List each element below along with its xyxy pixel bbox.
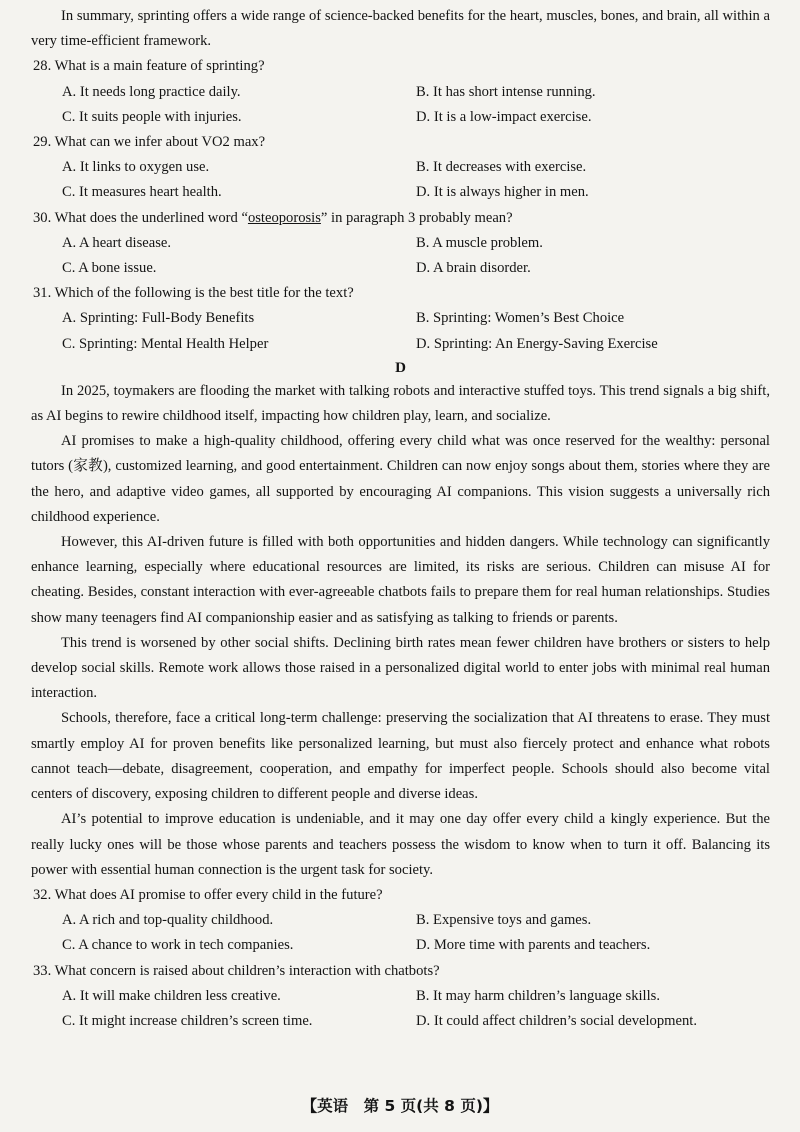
option-a: A. Sprinting: Full-Body Benefits (62, 310, 255, 327)
option-d: D. It is a low-impact exercise. (416, 108, 592, 125)
passage-paragraph: In 2025, toymakers are flooding the market with talking robots and interactive stuffed toys. This trend signals a big shift, as AI begins to rewire childhood itself, impacting how children play, learn, and socialize. (31, 382, 770, 425)
question-32 (31, 883, 770, 959)
page-footer (0, 1094, 800, 1116)
option-c: C. A bone issue. (62, 260, 157, 277)
passage-paragraph: This trend is worsened by other social shifts. Declining birth rates mean fewer children have brothers or sisters to help develop social skills. Remote work allows those raised in a personalized digital world to enter jobs with minimal real human interaction. (31, 634, 770, 702)
option-c: C. A chance to work in tech companies. (62, 937, 294, 954)
option-c: C. It might increase children’s screen time. (62, 1012, 313, 1029)
option-b: B. Sprinting: Women’s Best Choice (416, 310, 625, 327)
option-d: D. It could affect children’s social development. (416, 1012, 697, 1029)
option-d: D. A brain disorder. (416, 260, 531, 277)
option-b: B. Expensive toys and games. (416, 912, 592, 929)
passage-paragraph: AI’s potential to improve education is undeniable, and it may one day offer every child a kingly experience. But the really lucky ones will be those whose parents and teachers possess the wisdom to know when to turn it off. Balancing its power with essential human connection is the urgent task for society. (31, 811, 770, 878)
passage-c-closing-paragraph: In summary, sprinting offers a wide range of science-backed benefits for the heart, muscles, bones, and brain, all within a very time-efficient framework. (31, 8, 770, 50)
question-33 (31, 959, 770, 1035)
option-d: D. Sprinting: An Energy-Saving Exercise (416, 335, 658, 352)
option-d: D. It is always higher in men. (416, 184, 589, 201)
option-a: A. It will make children less creative. (62, 987, 281, 1004)
option-b: B. It has short intense running. (416, 83, 596, 100)
option-c: C. It measures heart health. (62, 184, 222, 201)
passage-paragraph: AI promises to make a high-quality childhood, offering every child what was once reserved for the wealthy: personal tutors (家教), customized learning, and good entertainment. Children can now enjoy songs about them, stories where they are the hero, and adaptive video games, all supported by encouraging AI companions. This vision suggests a universally rich childhood experience. (31, 433, 770, 525)
question-stem: 33. What concern is raised about children’s interaction with chatbots? (33, 962, 440, 979)
option-b: B. It decreases with exercise. (416, 159, 587, 176)
question-30 (31, 206, 770, 282)
option-d: D. More time with parents and teachers. (416, 937, 651, 954)
option-b: B. It may harm children’s language skills. (416, 987, 660, 1004)
question-stem: 28. What is a main feature of sprinting? (33, 58, 265, 75)
page-number: 【英语 第 5 页(共 8 页)】 (301, 1097, 499, 1115)
underlined-word: osteoporosis (247, 209, 321, 226)
question-stem: 29. What can we infer about VO2 max? (33, 134, 266, 151)
option-b: B. A muscle problem. (416, 234, 543, 251)
question-stem: 30. What does the underlined word “osteoporosis” in paragraph 3 probably mean? (33, 209, 513, 226)
passage-paragraph: However, this AI-driven future is filled with both opportunities and hidden dangers. While technology can significantly enhance learning, especially where educational resources are limited, its risks are serious. Children can misuse AI for cheating. Besides, constant interaction with ever-agreeable chatbots fails to prepare them for real human relationships. Studies show many teenagers find AI companionship easier and as satisfying as talking to friends or parents. (31, 534, 770, 626)
option-a: A. A heart disease. (62, 234, 172, 251)
question-29 (31, 130, 770, 206)
section-heading: D (395, 359, 406, 376)
option-a: A. It links to oxygen use. (62, 159, 210, 176)
passage-d (31, 379, 770, 883)
option-c: C. Sprinting: Mental Health Helper (62, 335, 269, 352)
option-c: C. It suits people with injuries. (62, 108, 242, 125)
option-a: A. A rich and top-quality childhood. (62, 912, 274, 929)
passage-paragraph: Schools, therefore, face a critical long-term challenge: preserving the socialization that AI threatens to erase. They must smartly employ AI for proven benefits like personalized learning, but must also fiercely protect and enhance what robots cannot teach—debate, disagreement, cooperation, and empathy for imperfect people. Schools should also become vital centers of discovery, exposing children to different people and diverse ideas. (31, 710, 770, 803)
question-stem: 32. What does AI promise to offer every child in the future? (33, 886, 383, 903)
question-31 (31, 281, 770, 357)
option-a: A. It needs long practice daily. (62, 83, 241, 100)
question-stem: 31. Which of the following is the best title for the text? (33, 285, 354, 302)
question-28 (31, 54, 770, 130)
